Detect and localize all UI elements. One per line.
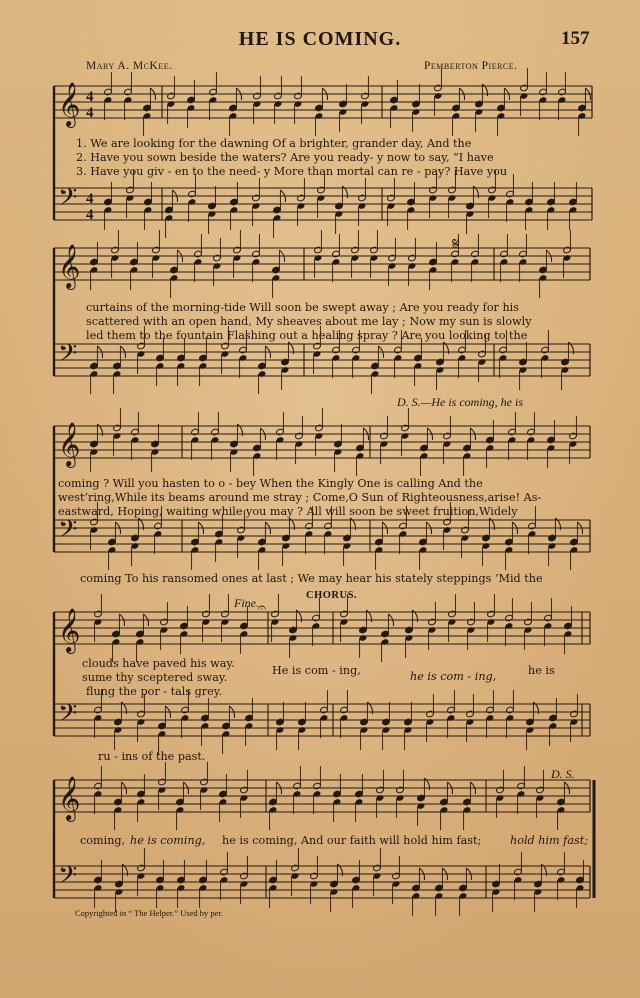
- composer-credit: Pemberton Pierce.: [424, 60, 518, 72]
- lyric-line: eastward, Hoping, waiting while you may ? All will soon be sweet fruition,Widely: [58, 505, 518, 518]
- time-signature: 4: [86, 207, 94, 223]
- lyric-line-alto: he is coming,: [130, 834, 206, 847]
- lyric-line: west’ring,While its beams around me stray ; Come,O Sun of Righteousness,arise! As-: [58, 491, 542, 504]
- dal-segno-mark: D. S.: [551, 767, 575, 781]
- copyright-notice: Copyrighted in “ The Helper.” Used by per.: [75, 908, 223, 918]
- treble-clef-icon: 𝄞: [58, 244, 81, 288]
- lyric-line: clouds have paved his way.: [82, 657, 235, 670]
- chorus-lyric: he is: [528, 664, 555, 677]
- chorus-lyric: He is com - ing,: [272, 664, 361, 677]
- lyric-line: coming ? Will you hasten to o - bey When the Kingly One is calling And the: [58, 477, 483, 490]
- treble-clef-icon: 𝄞: [58, 82, 81, 126]
- bass-clef-icon: 𝄢: [58, 183, 78, 218]
- hymn-title: HE IS COMING.: [238, 28, 402, 50]
- chorus-label: CHORUS.: [306, 590, 358, 601]
- time-signature: 4: [86, 191, 94, 207]
- lyric-line: coming To his ransomed ones at last ; We may hear his stately steppings ’Mid the: [80, 572, 543, 585]
- lyric-line-alto: hold him fast;: [510, 834, 589, 847]
- lyricist-credit: Mary A. McKee.: [86, 60, 173, 72]
- page-number: 157: [561, 28, 590, 49]
- lyric-line: scattered with an open hand, My sheaves about me lay ; Now my sun is slowly: [86, 315, 532, 328]
- lyric-line: curtains of the morning-tide Will soon be swept away ; Are you ready for his: [86, 301, 519, 314]
- bass-clef-icon: 𝄢: [58, 699, 78, 734]
- lyric-line: sume thy sceptered sway.: [82, 671, 228, 684]
- bass-clef-icon: 𝄢: [58, 515, 78, 550]
- treble-clef-icon: 𝄞: [58, 422, 81, 466]
- lyric-line: 1. We are looking for the dawning Of a brighter, grander day, And the: [76, 137, 472, 150]
- lyric-line: flung the por - tals grey.: [86, 685, 223, 698]
- fermata-icon: 𝄐: [258, 600, 266, 616]
- lyric-line: coming,: [80, 834, 126, 847]
- lyric-line: led them to the fountain Flashing out a healing spray ? Are you looking to the: [86, 329, 528, 342]
- lyric-line-bass: ru - ins of the past.: [98, 750, 206, 763]
- treble-clef-icon: 𝄞: [58, 608, 81, 652]
- lyric-line: he is coming, And our faith will hold him fast;: [222, 834, 482, 847]
- treble-clef-icon: 𝄞: [58, 776, 81, 820]
- segno-icon: 𝄋: [452, 234, 460, 255]
- fine-mark: Fine.: [234, 596, 259, 610]
- lyric-line: 3. Have you giv - en to the need- y More than mortal can re - pay? Have you: [76, 165, 508, 178]
- chorus-lyric-alto: he is com - ing,: [410, 670, 497, 683]
- bass-clef-icon: 𝄢: [58, 861, 78, 896]
- time-signature: 4: [86, 105, 94, 121]
- lyric-line: 2. Have you sown beside the waters? Are you ready- y now to say, “I have: [76, 151, 494, 164]
- time-signature: 4: [86, 89, 94, 105]
- dal-segno-text: D. S.—He is coming, he is: [397, 395, 523, 409]
- bass-clef-icon: 𝄢: [58, 339, 78, 374]
